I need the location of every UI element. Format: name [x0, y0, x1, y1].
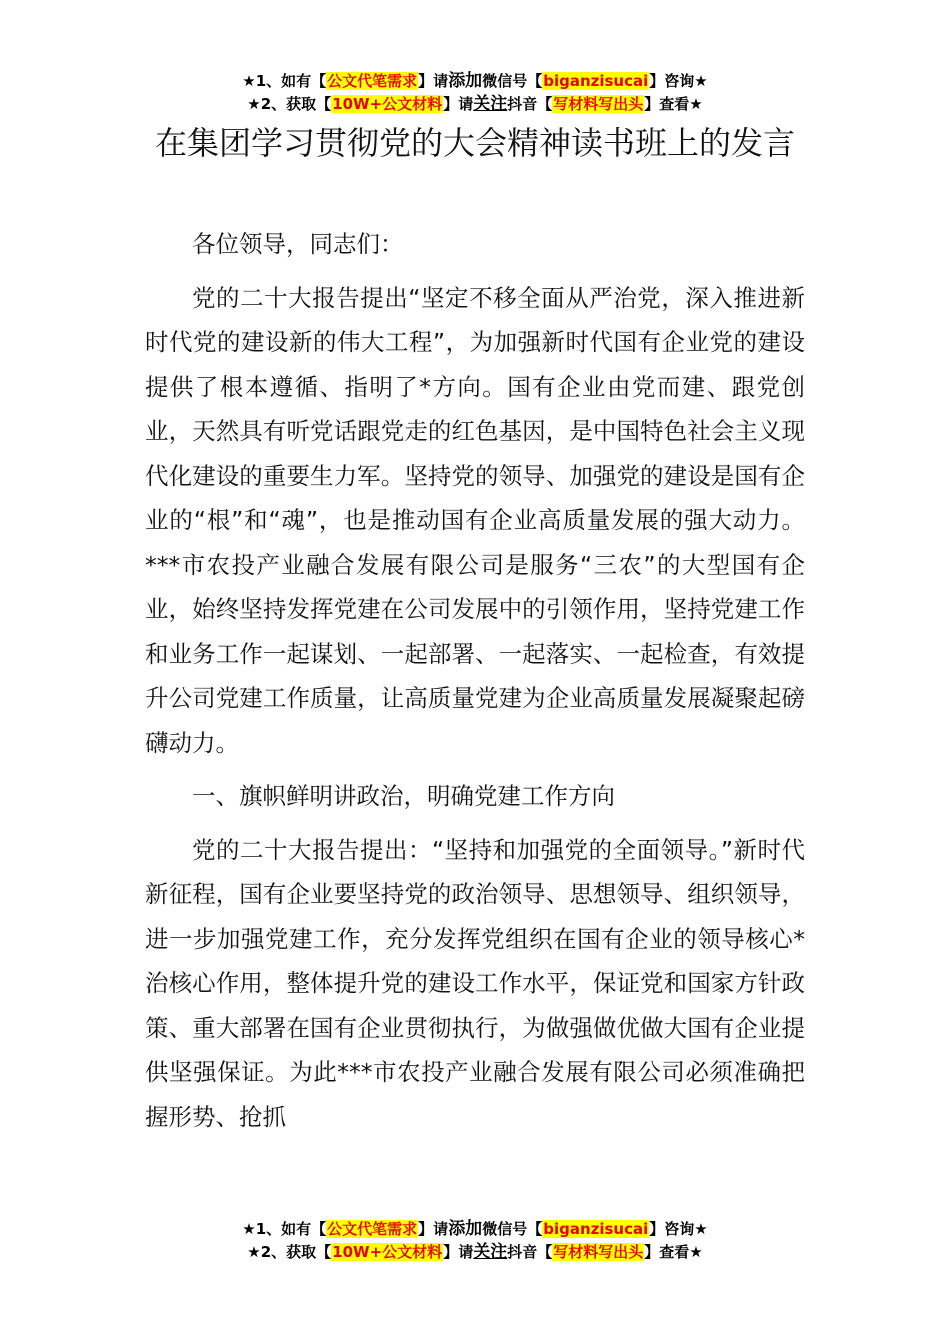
promo-text: 】请 [443, 95, 474, 113]
promo-text: 】请 [418, 1220, 449, 1238]
document-body [145, 222, 805, 1148]
promo-emphasis: 关注 [473, 1242, 508, 1262]
promo-wechat-id: biganzisucai [543, 72, 649, 90]
promo-text: 微信号【 [482, 72, 543, 90]
promo-text: ★1、如有【 [242, 1220, 327, 1238]
paragraph-section-1: 党的二十大报告提出：“坚持和加强党的全面领导。”新时代新征程，国有企业要坚持党的政治领导、思想领导、组织领导，进一步加强党建工作，充分发挥党组织在国有企业的领导核心*治核心作用，整体提升党的建设工作水平，保证党和国家方针政策、重大部署在国有企业贯彻执行，为做强做优做大国有企业提供坚强保证。为此***市农投产业融合发展有限公司必须准确把握形势、抢抓 [145, 835, 805, 1131]
promo-text: 抖音【 [507, 95, 553, 113]
promo-line-1 [0, 1218, 950, 1241]
promo-header [0, 70, 950, 116]
promo-text: 】查看★ [644, 1243, 703, 1261]
promo-text: 】咨询★ [649, 1220, 708, 1238]
promo-footer [0, 1218, 950, 1264]
promo-emphasis: 添加 [448, 1219, 483, 1239]
promo-text: 】查看★ [644, 95, 703, 113]
promo-wechat-id: biganzisucai [543, 1220, 649, 1238]
promo-highlight: 10W+公文材料 [332, 95, 443, 113]
promo-text: ★2、获取【 [247, 1243, 332, 1261]
promo-text: 抖音【 [507, 1243, 553, 1261]
promo-line-2 [0, 1241, 950, 1264]
promo-highlight: 公文代笔需求 [327, 72, 418, 90]
promo-text: 】请 [443, 1243, 474, 1261]
promo-text: 】咨询★ [649, 72, 708, 90]
promo-line-1 [0, 70, 950, 93]
paragraph-intro: 党的二十大报告提出“坚定不移全面从严治党，深入推进新时代党的建设新的伟大工程”，为加强新时代国有企业党的建设提供了根本遵循、指明了*方向。国有企业由党而建、跟党创业，天然具有听党话跟党走的红色基因，是中国特色社会主义现代化建设的重要生力军。坚持党的领导、加强党的建设是国有企业的“根”和“魂”，也是推动国有企业高质量发展的强大动力。***市农投产业融合发展有限公司是服务“三农”的大型国有企业，始终坚持发挥党建在公司发展中的引领作用，坚持党建工作和业务工作一起谋划、一起部署、一起落实、一起检查，有效提升公司党建工作质量，让高质量党建为企业高质量发展凝聚起磅礴动力。 [145, 283, 805, 757]
promo-text: ★1、如有【 [242, 72, 327, 90]
section-heading: 一、旗帜鲜明讲政治，明确党建工作方向 [192, 782, 615, 810]
promo-emphasis: 关注 [473, 94, 508, 114]
promo-douyin-id: 写材料写出头 [553, 1243, 644, 1261]
promo-line-2 [0, 93, 950, 116]
greeting: 各位领导，同志们： [192, 230, 404, 258]
document-title: 在集团学习贯彻党的大会精神读书班上的发言 [154, 124, 795, 162]
promo-text: 】请 [418, 72, 449, 90]
promo-text: 微信号【 [482, 1220, 543, 1238]
promo-douyin-id: 写材料写出头 [553, 95, 644, 113]
promo-text: ★2、获取【 [247, 95, 332, 113]
promo-highlight: 公文代笔需求 [327, 1220, 418, 1238]
promo-highlight: 10W+公文材料 [332, 1243, 443, 1261]
promo-emphasis: 添加 [448, 71, 483, 91]
